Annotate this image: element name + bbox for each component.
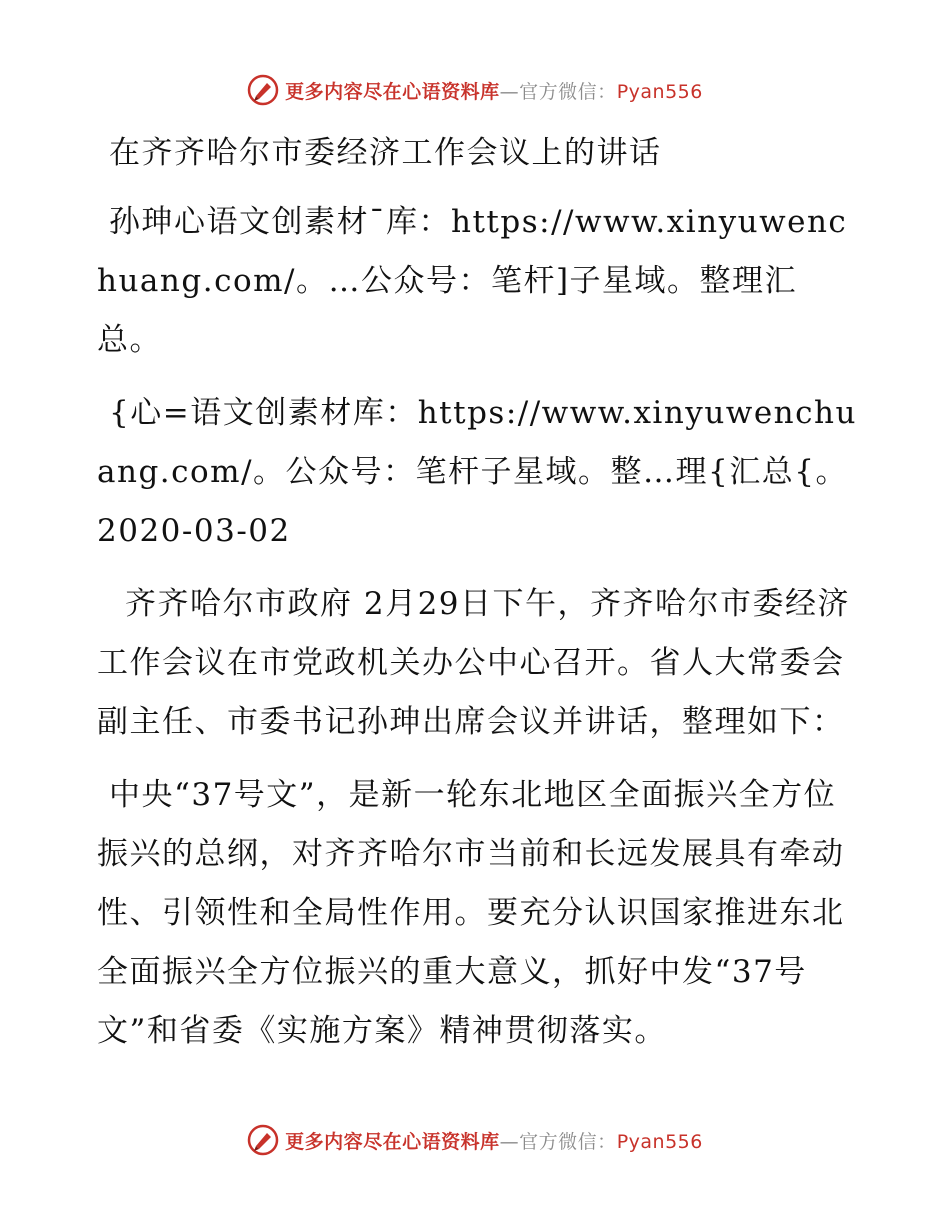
- banner-promo: 更多内容尽在心语资料库: [285, 80, 500, 103]
- pen-nib-logo-icon: [247, 74, 279, 106]
- banner-wechat-account: Pyan556: [616, 80, 703, 103]
- source-note-2: {心=语文创素材库：https://www.xinyuwenchuang.com/。公众号：笔杆子星域。整…理{汇总{。2020-03-02: [97, 395, 857, 549]
- banner-text: [285, 77, 703, 104]
- footer-banner: [0, 1120, 950, 1160]
- banner-wechat-account: Pyan556: [616, 1130, 703, 1153]
- document-body: [97, 124, 857, 1075]
- banner-text: [285, 1127, 703, 1154]
- header-banner: [0, 70, 950, 110]
- document-title: 在齐齐哈尔市委经济工作会议上的讲话: [109, 135, 662, 171]
- banner-dash: —: [499, 1130, 520, 1153]
- source-note-1: 孙珅心语文创素材¯库：https://www.xinyuwenchuang.com/。…公众号：笔杆]子星域。整理汇总。: [97, 204, 848, 358]
- paragraph-intro: 齐齐哈尔市政府 2月29日下午，齐齐哈尔市委经济工作会议在市党政机关办公中心召开。省人大常委会副主任、市委书记孙珅出席会议并讲话，整理如下：: [97, 586, 851, 740]
- banner-dash: —: [499, 80, 520, 103]
- banner-promo: 更多内容尽在心语资料库: [285, 1130, 500, 1153]
- banner-wechat-label: 官方微信：: [519, 1130, 617, 1153]
- pen-nib-logo-icon: [247, 1124, 279, 1156]
- banner-wechat-label: 官方微信：: [519, 80, 617, 103]
- paragraph-directive: 中央“37号文”，是新一轮东北地区全面振兴全方位振兴的总纲，对齐齐哈尔市当前和长远发展具有牵动性、引领性和全局性作用。要充分认识国家推进东北全面振兴全方位振兴的重大意义，抓好中发“37号文”和省委《实施方案》精神贯彻落实。: [97, 777, 845, 1049]
